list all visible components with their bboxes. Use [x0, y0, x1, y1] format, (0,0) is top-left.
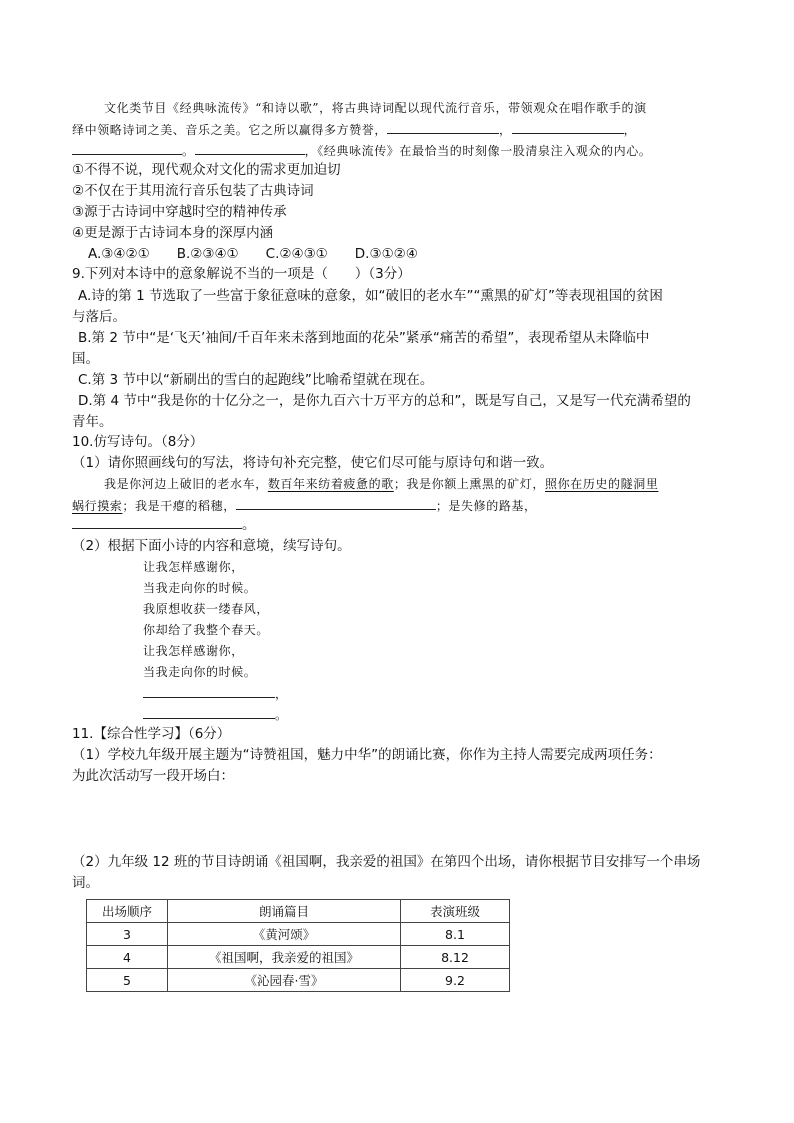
- poem-line: 我原想收获一缕春风，: [143, 602, 270, 616]
- q11-sub2-line-2: 词。: [72, 875, 99, 891]
- table-row: [87, 923, 510, 946]
- poem-blank-2[interactable]: [143, 704, 275, 719]
- q8-blank-2[interactable]: [512, 119, 624, 134]
- q8-option-4: ④更是源于古诗词本身的深厚内涵: [72, 225, 274, 241]
- q11-sub2-line-1: （2）九年级 12 班的节目诗朗诵《祖国啊，我亲爱的祖国》在第四个出场，请你根据节目安排写一个串场: [72, 854, 701, 870]
- q8-blank-1[interactable]: [387, 119, 499, 134]
- table-header-row: [87, 900, 510, 923]
- q9-option-a-line-1: A.诗的第 1 节选取了一些富于象征意味的意象，如“破旧的老水车”“熏黑的矿灯”等表现祖国的贫困: [78, 288, 663, 304]
- q10-stem: 10.仿写诗句。（8分）: [72, 434, 204, 450]
- table-cell: 8.1: [401, 923, 510, 946]
- table-cell: 3: [87, 923, 168, 946]
- poem-line: 让我怎样感谢你，: [143, 644, 244, 658]
- q10-poem-line-1: 我是你河边上破旧的老水车，数百年来纺着疲惫的歌；我是你额上熏黑的矿灯，照你在历史的隧洞里: [104, 477, 659, 491]
- poem-line: 当我走向你的时候。: [143, 665, 257, 679]
- table-header: 表演班级: [401, 900, 510, 923]
- table-header: 出场顺序: [87, 900, 168, 923]
- q8-option-2: ②不仅在于其用流行音乐包装了古典诗词: [72, 183, 314, 199]
- q8-passage-line-2: 绎中领略诗词之美、音乐之美。它之所以赢得多方赞誉， ， ，: [72, 119, 732, 140]
- q10-poem-line-2: 蜗行摸索；我是干瘪的稻穗， ；是失修的路基，: [72, 495, 732, 516]
- underlined-sample-1: 数百年来纺着疲惫的歌: [267, 477, 394, 491]
- table-cell: 9.2: [401, 969, 510, 992]
- q11-sub1-task: 为此次活动写一段开场白：: [72, 768, 234, 784]
- q10-sub2: （2）根据下面小诗的内容和意境，续写诗句。: [72, 538, 351, 554]
- q8-option-1: ①不得不说，现代观众对文化的需求更加迫切: [72, 162, 341, 178]
- table-cell: 5: [87, 969, 168, 992]
- q8-blank-3[interactable]: [72, 140, 182, 155]
- q10-blank-2[interactable]: [72, 514, 242, 529]
- table-row: [87, 969, 510, 992]
- q9-option-c: C.第 3 节中以“新刷出的雪白的起跑线”比喻希望就在现在。: [78, 372, 434, 388]
- q10-blank-1[interactable]: [236, 495, 436, 510]
- q10-sub1: （1）请你照画线句的写法，将诗句补充完整，使它们尽可能与原诗句和谐一致。: [72, 455, 554, 471]
- q9-option-b-line-1: B.第 2 节中“是‘飞天’袖间/千百年来未落到地面的花朵”紧承“痛苦的希望”，表现希望从未降临中: [78, 330, 650, 346]
- table-header: 朗诵篇目: [168, 900, 401, 923]
- q9-option-d-line-1: D.第 4 节中“我是你的十亿分之一，是你九百六十万平方的总和”，既是写自己，又是写一代充满希望的: [78, 393, 691, 409]
- poem-line: 让我怎样感谢你，: [143, 560, 244, 574]
- q8-option-3: ③源于古诗词中穿越时空的精神传承: [72, 204, 287, 220]
- q8-passage-line-3: 。 ，《经典咏流传》在最恰当的时刻像一股清泉注入观众的内心。: [72, 140, 732, 161]
- q9-option-a-line-2: 与落后。: [72, 309, 126, 325]
- q9-stem: 9.下列对本诗中的意象解说不当的一项是（ ）（3分）: [72, 266, 411, 282]
- table-cell: 《黄河颂》: [168, 923, 401, 946]
- q8-passage-line-1: 文化类节目《经典咏流传》“和诗以歌”，将古典诗词配以现代流行音乐，带领观众在唱作歌手的演: [104, 101, 647, 115]
- q11-stem: 11.【综合性学习】（6分）: [72, 726, 231, 742]
- poem-line: 当我走向你的时候。: [143, 581, 257, 595]
- table-cell: 《沁园春·雪》: [168, 969, 401, 992]
- q8-blank-4[interactable]: [195, 140, 305, 155]
- q9-option-b-line-2: 国。: [72, 351, 99, 367]
- q8-choices: A.③④②① B.②③④① C.②④③① D.③①②④: [88, 246, 418, 262]
- table-row: [87, 946, 510, 969]
- program-schedule-table: [86, 899, 510, 992]
- underlined-sample-2: 照你在历史的隧洞里: [545, 477, 659, 491]
- q9-option-d-line-2: 青年。: [72, 414, 113, 430]
- poem-answer-line-2: 。: [143, 704, 288, 725]
- table-cell: 《祖国啊，我亲爱的祖国》: [168, 946, 401, 969]
- poem-line: 你却给了我整个春天。: [143, 623, 270, 637]
- q10-poem-line-3: 。: [72, 514, 732, 535]
- poem-blank-1[interactable]: [143, 683, 275, 698]
- poem-answer-line-1: ，: [143, 683, 288, 704]
- table-cell: 4: [87, 946, 168, 969]
- q11-sub1: （1）学校九年级开展主题为“诗赞祖国，魅力中华”的朗诵比赛，你作为主持人需要完成两项任务：: [72, 747, 662, 763]
- table-cell: 8.12: [401, 946, 510, 969]
